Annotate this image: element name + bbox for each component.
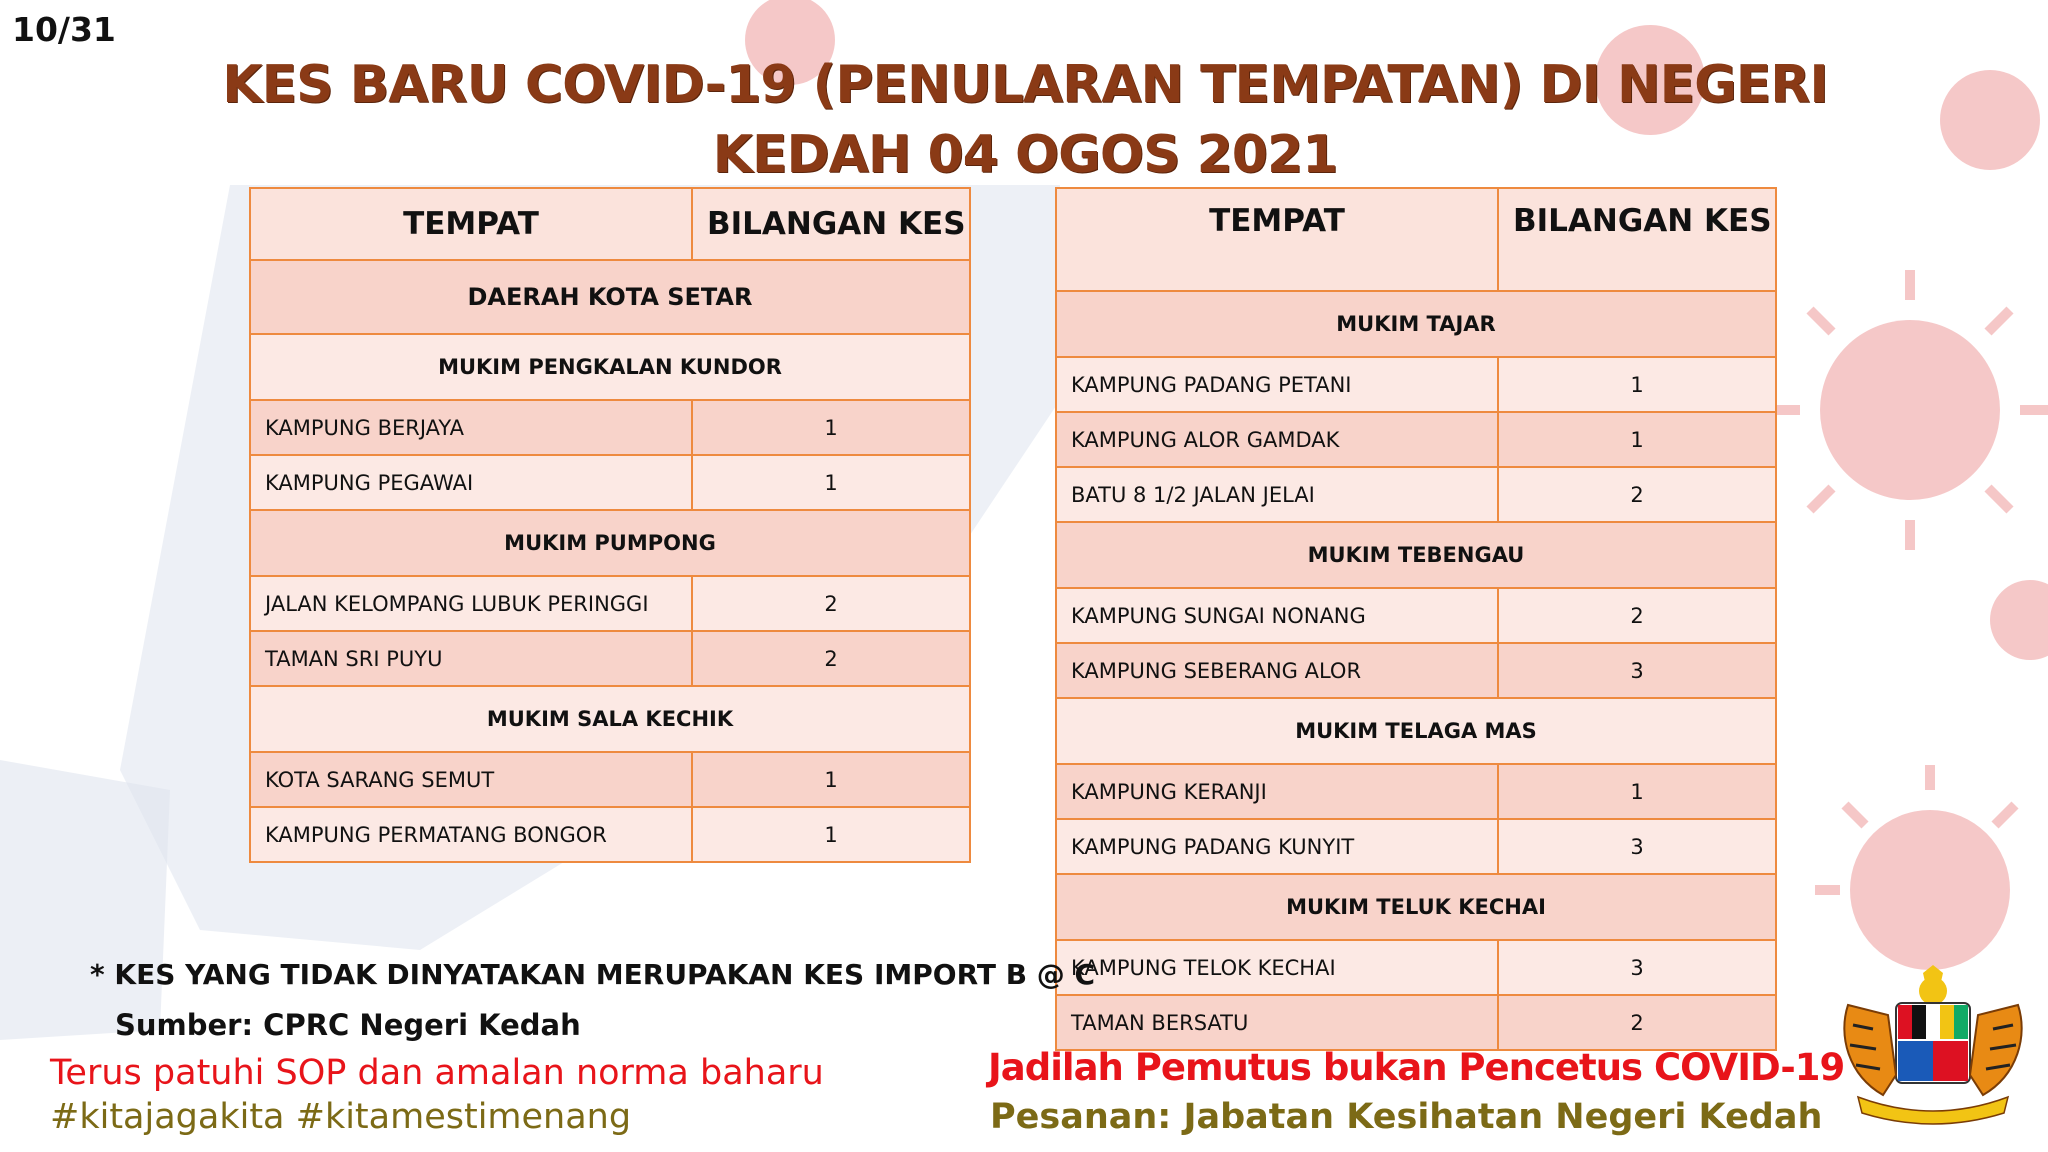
place-cell: KAMPUNG BERJAYA: [250, 400, 692, 455]
mukim-row: [250, 686, 970, 752]
place-cell: TAMAN BERSATU: [1056, 995, 1498, 1050]
sop-message: Terus patuhi SOP dan amalan norma baharu: [50, 1053, 824, 1093]
table-row: [1056, 995, 1776, 1050]
mukim-row: [1056, 698, 1776, 764]
count-cell: 1: [692, 807, 970, 862]
source-text: Sumber: CPRC Negeri Kedah: [115, 1008, 581, 1042]
left-cases-table: [249, 187, 971, 863]
count-cell: 2: [692, 631, 970, 686]
page-title: [200, 50, 1850, 190]
mukim-name: MUKIM TELAGA MAS: [1056, 698, 1776, 764]
table-row: [1056, 588, 1776, 643]
table-row: [250, 752, 970, 807]
place-cell: KAMPUNG TELOK KECHAI: [1056, 940, 1498, 995]
title-line-2: KEDAH 04 OGOS 2021: [712, 125, 1338, 185]
place-cell: KAMPUNG PERMATANG BONGOR: [250, 807, 692, 862]
count-cell: 1: [692, 752, 970, 807]
table-row: [1056, 764, 1776, 819]
title-line-1: KES BARU COVID-19 (PENULARAN TEMPATAN) DI NEGERI: [222, 55, 1828, 115]
right-cases-table: [1055, 187, 1777, 1051]
count-cell: 1: [1498, 357, 1776, 412]
count-cell: 3: [1498, 819, 1776, 874]
table-row: [1056, 940, 1776, 995]
mukim-row: [1056, 522, 1776, 588]
count-cell: 1: [1498, 412, 1776, 467]
table-header-row: [250, 188, 970, 260]
count-cell: 2: [1498, 588, 1776, 643]
table-row: [250, 400, 970, 455]
header-count: BILANGAN KES: [1498, 188, 1776, 291]
mukim-row: [250, 334, 970, 400]
district-row: [250, 260, 970, 334]
mukim-name: MUKIM PUMPONG: [250, 510, 970, 576]
page-number: 10/31: [12, 10, 116, 49]
place-cell: KAMPUNG PEGAWAI: [250, 455, 692, 510]
count-cell: 1: [1498, 764, 1776, 819]
count-cell: 2: [1498, 467, 1776, 522]
header-count: BILANGAN KES: [692, 188, 970, 260]
table-row: [250, 807, 970, 862]
footnote: * KES YANG TIDAK DINYATAKAN MERUPAKAN KES IMPORT B @ C: [90, 958, 1096, 991]
slogan: Jadilah Pemutus bukan Pencetus COVID-19: [988, 1046, 1845, 1089]
mukim-row: [250, 510, 970, 576]
count-cell: 1: [692, 400, 970, 455]
table-header-row: [1056, 188, 1776, 291]
mukim-name: MUKIM PENGKALAN KUNDOR: [250, 334, 970, 400]
table-row: [1056, 467, 1776, 522]
header-place: TEMPAT: [250, 188, 692, 260]
hashtags: #kitajagakita #kitamestimenang: [50, 1097, 632, 1137]
place-cell: JALAN KELOMPANG LUBUK PERINGGI: [250, 576, 692, 631]
district-name: DAERAH KOTA SETAR: [250, 260, 970, 334]
table-row: [1056, 357, 1776, 412]
table-row: [1056, 819, 1776, 874]
mukim-name: MUKIM TEBENGAU: [1056, 522, 1776, 588]
count-cell: 1: [692, 455, 970, 510]
table-row: [1056, 412, 1776, 467]
mukim-row: [1056, 291, 1776, 357]
place-cell: BATU 8 1/2 JALAN JELAI: [1056, 467, 1498, 522]
table-row: [250, 455, 970, 510]
mukim-row: [1056, 874, 1776, 940]
mukim-name: MUKIM TAJAR: [1056, 291, 1776, 357]
place-cell: TAMAN SRI PUYU: [250, 631, 692, 686]
mukim-name: MUKIM TELUK KECHAI: [1056, 874, 1776, 940]
count-cell: 2: [692, 576, 970, 631]
count-cell: 2: [1498, 995, 1776, 1050]
place-cell: KAMPUNG SEBERANG ALOR: [1056, 643, 1498, 698]
coat-of-arms-logo: [1828, 965, 2038, 1125]
place-cell: KAMPUNG PADANG KUNYIT: [1056, 819, 1498, 874]
place-cell: KAMPUNG SUNGAI NONANG: [1056, 588, 1498, 643]
count-cell: 3: [1498, 643, 1776, 698]
place-cell: KAMPUNG ALOR GAMDAK: [1056, 412, 1498, 467]
place-cell: KOTA SARANG SEMUT: [250, 752, 692, 807]
table-row: [250, 631, 970, 686]
mukim-name: MUKIM SALA KECHIK: [250, 686, 970, 752]
table-row: [1056, 643, 1776, 698]
place-cell: KAMPUNG KERANJI: [1056, 764, 1498, 819]
ministry-message: Pesanan: Jabatan Kesihatan Negeri Kedah: [990, 1097, 1823, 1137]
header-place: TEMPAT: [1056, 188, 1498, 291]
place-cell: KAMPUNG PADANG PETANI: [1056, 357, 1498, 412]
table-row: [250, 576, 970, 631]
count-cell: 3: [1498, 940, 1776, 995]
